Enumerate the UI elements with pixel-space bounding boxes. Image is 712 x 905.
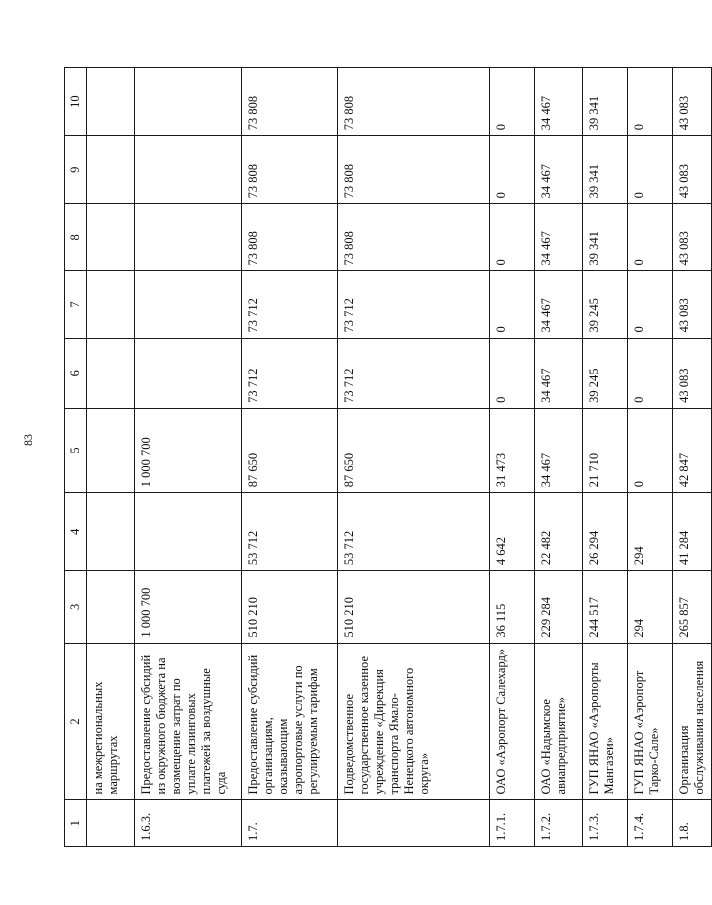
value-cell: 73 808 [242, 68, 338, 136]
header-row [65, 68, 87, 847]
table-row [490, 68, 535, 847]
value-cell [87, 204, 135, 271]
table-row [242, 68, 338, 847]
value-cell: 43 083 [673, 338, 712, 408]
value-cell: 0 [490, 204, 535, 271]
value-cell [135, 271, 242, 338]
row-name-cell: ОАО «Надымское авиапредприятие» [535, 643, 583, 800]
value-cell: 0 [628, 338, 673, 408]
value-cell: 36 115 [490, 571, 535, 643]
value-cell: 43 083 [673, 271, 712, 338]
value-cell [87, 136, 135, 204]
header-cell: 6 [65, 338, 87, 408]
value-cell: 31 473 [490, 408, 535, 492]
value-cell [87, 271, 135, 338]
table-row [628, 68, 673, 847]
value-cell: 244 517 [583, 571, 628, 643]
value-cell: 0 [490, 136, 535, 204]
value-cell [135, 68, 242, 136]
header-cell: 10 [65, 68, 87, 136]
value-cell: 4 642 [490, 493, 535, 571]
value-cell: 43 083 [673, 204, 712, 271]
header-cell: 2 [65, 643, 87, 800]
value-cell [87, 68, 135, 136]
value-cell: 41 284 [673, 493, 712, 571]
row-name-cell: Подведомственное государственное казенное учреждение «Дирекция транспорта Ямало-Ненецкого автономного округа» [338, 643, 490, 800]
value-cell: 87 650 [338, 408, 490, 492]
value-cell: 34 467 [535, 204, 583, 271]
value-cell: 510 210 [242, 571, 338, 643]
value-cell: 26 294 [583, 493, 628, 571]
row-name-cell: ОАО «Аэропорт Салехард» [490, 643, 535, 800]
value-cell: 0 [628, 271, 673, 338]
value-cell: 39 341 [583, 68, 628, 136]
budget-table [64, 67, 712, 847]
value-cell: 53 712 [242, 493, 338, 571]
value-cell: 294 [628, 571, 673, 643]
value-cell [135, 338, 242, 408]
value-cell: 34 467 [535, 136, 583, 204]
value-cell: 73 808 [242, 204, 338, 271]
value-cell: 34 467 [535, 408, 583, 492]
value-cell [135, 136, 242, 204]
value-cell: 1 000 700 [135, 408, 242, 492]
value-cell: 0 [628, 68, 673, 136]
row-number-cell: 1.7.1. [490, 800, 535, 847]
value-cell: 73 808 [338, 68, 490, 136]
page-number: 83 [21, 434, 35, 446]
table-row [673, 68, 712, 847]
value-cell [87, 571, 135, 643]
value-cell: 39 245 [583, 271, 628, 338]
row-number-cell: 1.7.2. [535, 800, 583, 847]
value-cell: 73 808 [242, 136, 338, 204]
rotated-page [64, 67, 706, 847]
value-cell: 34 467 [535, 68, 583, 136]
value-cell: 73 712 [242, 338, 338, 408]
header-cell: 1 [65, 800, 87, 847]
value-cell: 43 083 [673, 136, 712, 204]
row-number-cell: 1.6.3. [135, 800, 242, 847]
table-row [87, 68, 135, 847]
table-row [583, 68, 628, 847]
row-name-cell: Предоставление субсидий организациям, оказывающим аэропортовые услуги по регулируемым тарифам [242, 643, 338, 800]
value-cell: 294 [628, 493, 673, 571]
value-cell: 39 245 [583, 338, 628, 408]
row-number-cell [87, 800, 135, 847]
value-cell: 73 808 [338, 136, 490, 204]
value-cell [87, 408, 135, 492]
row-number-cell: 1.7.4. [628, 800, 673, 847]
value-cell: 73 712 [338, 338, 490, 408]
value-cell: 73 712 [338, 271, 490, 338]
value-cell: 73 808 [338, 204, 490, 271]
row-name-cell: на межрегиональных маршрутах [87, 643, 135, 800]
table-row [135, 68, 242, 847]
value-cell: 34 467 [535, 338, 583, 408]
value-cell: 21 710 [583, 408, 628, 492]
table-row [338, 68, 490, 847]
value-cell: 39 341 [583, 136, 628, 204]
row-number-cell: 1.7.3. [583, 800, 628, 847]
value-cell: 0 [628, 408, 673, 492]
value-cell: 34 467 [535, 271, 583, 338]
header-cell: 5 [65, 408, 87, 492]
value-cell [135, 204, 242, 271]
header-cell: 7 [65, 271, 87, 338]
value-cell: 87 650 [242, 408, 338, 492]
value-cell: 0 [490, 271, 535, 338]
value-cell: 229 284 [535, 571, 583, 643]
value-cell: 1 000 700 [135, 571, 242, 643]
value-cell [135, 493, 242, 571]
value-cell: 42 847 [673, 408, 712, 492]
row-name-cell: ГУП ЯНАО «Аэропорты Мангазеи» [583, 643, 628, 800]
value-cell: 53 712 [338, 493, 490, 571]
header-cell: 4 [65, 493, 87, 571]
value-cell: 0 [490, 68, 535, 136]
value-cell: 73 712 [242, 271, 338, 338]
header-cell: 9 [65, 136, 87, 204]
row-name-cell: ГУП ЯНАО «Аэропорт Тарко-Сале» [628, 643, 673, 800]
value-cell: 0 [628, 204, 673, 271]
value-cell: 0 [490, 338, 535, 408]
row-number-cell [338, 800, 490, 847]
table-row [535, 68, 583, 847]
row-number-cell: 1.7. [242, 800, 338, 847]
value-cell: 39 341 [583, 204, 628, 271]
value-cell: 22 482 [535, 493, 583, 571]
value-cell: 510 210 [338, 571, 490, 643]
header-cell: 8 [65, 204, 87, 271]
value-cell: 265 857 [673, 571, 712, 643]
value-cell: 43 083 [673, 68, 712, 136]
header-cell: 3 [65, 571, 87, 643]
row-name-cell: Организация обслуживания населения [673, 643, 712, 800]
row-number-cell: 1.8. [673, 800, 712, 847]
value-cell [87, 338, 135, 408]
value-cell: 0 [628, 136, 673, 204]
row-name-cell: Предоставление субсидий из окружного бюджета на возмещение затрат по уплате лизинговых платежей за воздушные суда [135, 643, 242, 800]
value-cell [87, 493, 135, 571]
